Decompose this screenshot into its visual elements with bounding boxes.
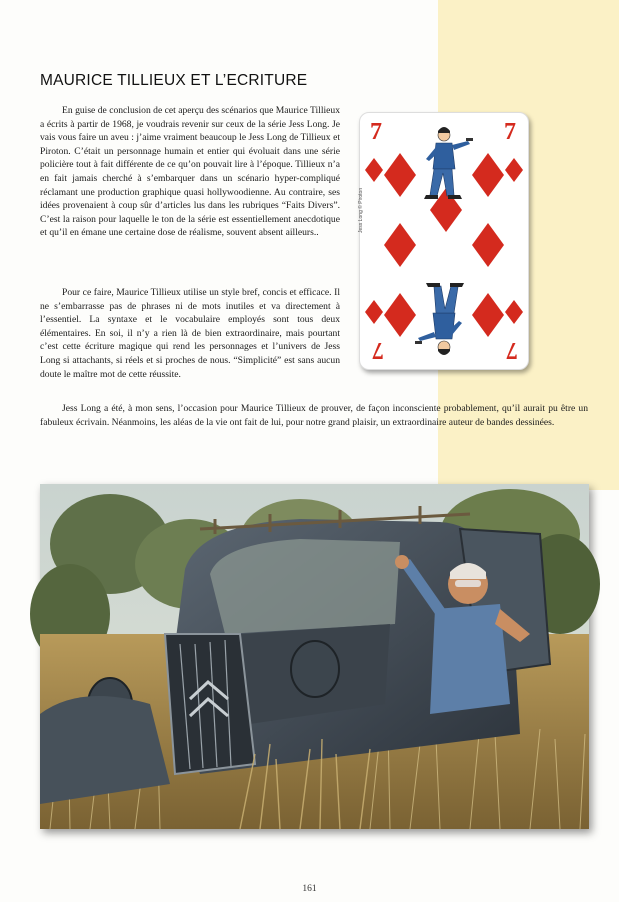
photo-illustration xyxy=(40,484,589,829)
diamond-icon xyxy=(384,223,416,267)
paragraph-2: Pour ce faire, Maurice Tillieux utilise un style bref, concis et efficace. Il ne s’embarrasse pas de phrases ni de mots inutiles et va directement à l’essentiel. La syntaxe et le vocabulaire employés sont tous deux élémentaires. En soi, il n’y a rien là de bien extraordinaire, mais pourtant c’est cette écriture magique qui rend les personnages et l’univers de Jess Long si attachants, si réels et si proches de nous. “Simplicité” est sans aucun doute le maître mot de cette réussite. xyxy=(40,287,340,380)
diamond-icon xyxy=(472,293,504,337)
diamond-icon xyxy=(384,153,416,197)
paragraph-3: Jess Long a été, à mon sens, l’occasion pour Maurice Tillieux de prouver, de façon inconsciente probablement, qu’il aurait pu être un fabuleux écrivain. Néanmoins, les aléas de la vie ont fait de lui, pour notre grand plaisir, un extraordinaire auteur de bandes dessinées. xyxy=(40,403,588,428)
paragraph-1: En guise de conclusion de cet aperçu des scénarios que Maurice Tillieux a écrits à partir de 1968, je voudrais revenir sur ceux de la série Jess Long. Je vais vous faire un aveu : j’aime vraiment beaucoup le Jess Long de Tillieux et Piroton. C’était un personnage humain et entier qui évoluait dans une série policière tout à fait différente de ce qu’on pouvait lire à l’époque. Tillieux n’a en fait jamais cherché à s’embarquer dans un scénario hyper-compliqué réclamant une production graphique quasi hollywoodienne. Au contraire, ses idées provenaient à coup sûr d’articles lus dans les rubriques “Faits Divers”. C’est la raison pour laquelle le ton de la série est essentiellement anecdotique et qu’il en émane une certaine dose de réalisme, souvent absent ailleurs.. xyxy=(40,105,340,239)
diamond-icon xyxy=(365,158,383,182)
card-credit: Jess Long © Piroton xyxy=(358,187,364,233)
page-title: MAURICE TILLIEUX ET L’ECRITURE xyxy=(40,72,308,89)
diamond-icon xyxy=(472,153,504,197)
playing-card-illustration xyxy=(355,108,533,373)
card-rank-top-right: 7 xyxy=(504,119,516,145)
playing-card xyxy=(359,112,529,370)
jess-long-figure-inverted-icon xyxy=(415,283,464,355)
diamond-icon xyxy=(472,223,504,267)
diamond-icon xyxy=(365,300,383,324)
diamond-icon xyxy=(384,293,416,337)
card-rank-bottom: 7 xyxy=(506,337,518,363)
jess-long-figure-icon xyxy=(424,127,473,199)
page-number: 161 xyxy=(302,884,317,894)
card-rank-bottom-left: 7 xyxy=(372,337,384,363)
card-rank-top: 7 xyxy=(370,119,382,145)
vintage-car-photo xyxy=(40,484,589,829)
diamond-icon xyxy=(505,158,523,182)
card-artwork xyxy=(360,113,528,369)
diamond-icon xyxy=(505,300,523,324)
